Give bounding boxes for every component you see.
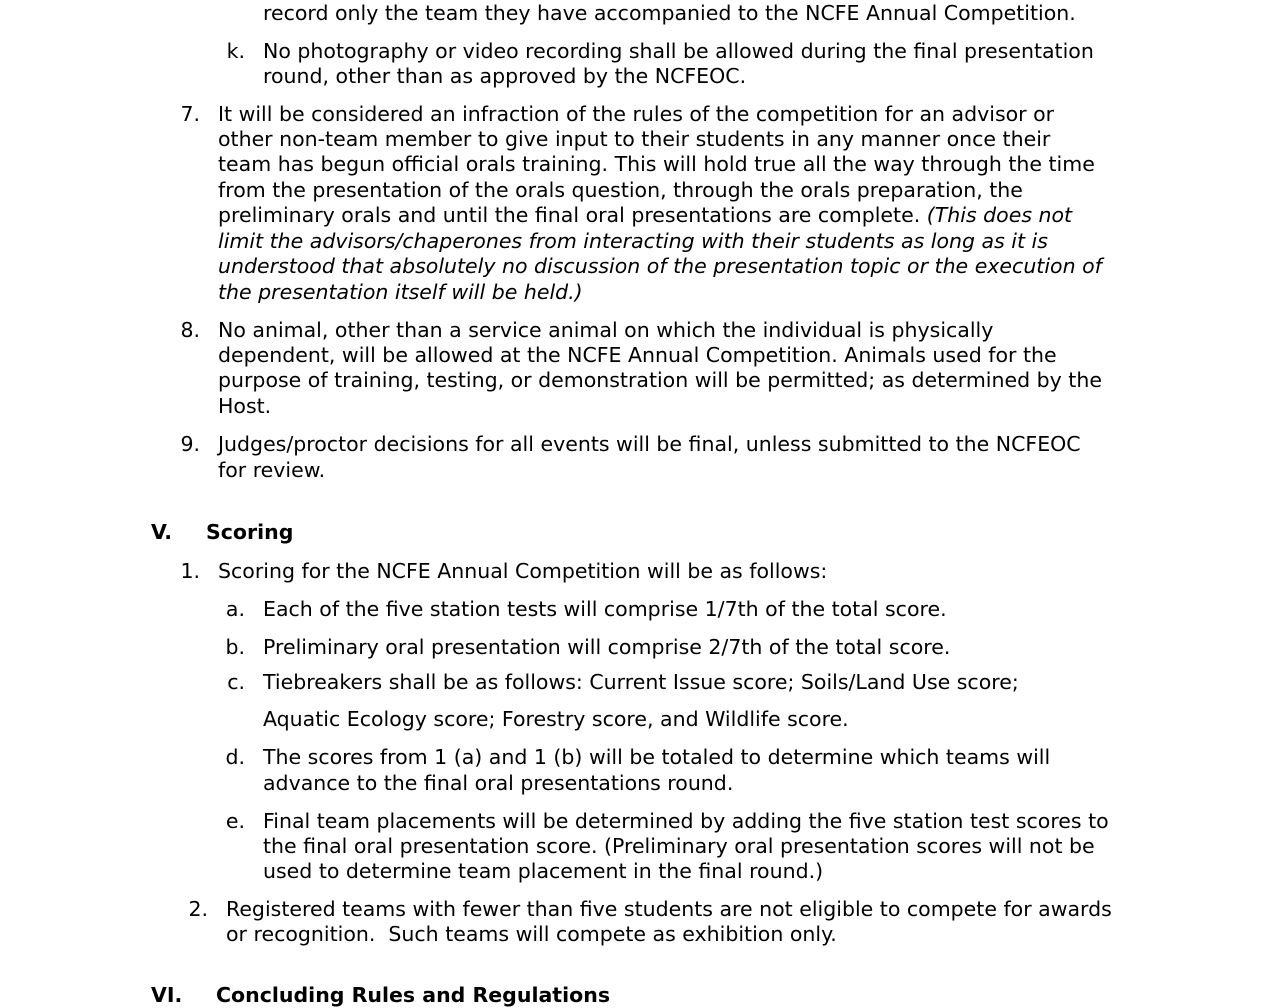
list-item-text: Tiebreakers shall be as follows: Current Issue score; Soils/Land Use score; <box>263 670 1019 694</box>
list-item-line: No photography or video recording shall be allowed during the final presentation <box>263 39 1094 63</box>
list-item-line: It will be considered an infraction of the rules of the competition for an advisor or <box>218 102 1055 126</box>
list-item-line: advance to the final oral presentations round. <box>263 771 734 795</box>
italic-note: (This does not <box>926 203 1073 227</box>
section-title: Scoring <box>206 520 294 544</box>
list-item-line: the final oral presentation score. (Preliminary oral presentation scores will not be <box>263 834 1095 858</box>
list-item-text: Preliminary oral presentation will comprise 2/7th of the total score. <box>263 635 951 659</box>
list-marker: 1. <box>180 559 200 583</box>
italic-note-line: limit the advisors/chaperones from interacting with their students as long as it is <box>218 229 1048 253</box>
list-item-line-text: preliminary orals and until the final oral presentations are complete. <box>218 203 921 227</box>
list-item-text: Each of the five station tests will comprise 1/7th of the total score. <box>263 597 947 621</box>
section-numeral: V. <box>151 520 173 544</box>
list-marker: 9. <box>180 432 200 456</box>
list-item-line: No animal, other than a service animal on which the individual is physically <box>218 318 994 342</box>
italic-note-line: the presentation itself will be held.) <box>218 280 583 304</box>
list-item-line: round, other than as approved by the NCFEOC. <box>263 64 747 88</box>
list-item-line <box>218 203 1072 228</box>
list-item-text-continued: Aquatic Ecology score; Forestry score, and Wildlife score. <box>263 707 849 731</box>
list-item-line: purpose of training, testing, or demonstration will be permitted; as determined by the <box>218 368 1102 392</box>
list-marker: d. <box>225 745 245 769</box>
list-item-line: used to determine team placement in the final round.) <box>263 859 824 883</box>
list-item-line: other non-team member to give input to their students in any manner once their <box>218 127 1051 151</box>
list-marker: a. <box>225 597 245 621</box>
list-marker: 2. <box>188 897 208 921</box>
list-item-text: Scoring for the NCFE Annual Competition will be as follows: <box>218 559 828 583</box>
list-marker: k. <box>226 39 245 63</box>
section-title: Concluding Rules and Regulations <box>216 983 611 1007</box>
list-marker: c. <box>227 670 245 694</box>
italic-note-line: understood that absolutely no discussion of the presentation topic or the execution of <box>218 254 1102 278</box>
list-item-line: team has begun official orals training. This will hold true all the way through the time <box>218 152 1095 176</box>
list-marker: e. <box>225 809 245 833</box>
list-item-line: Registered teams with fewer than five students are not eligible to compete for awards <box>226 897 1112 921</box>
list-marker: 8. <box>180 318 200 342</box>
list-item-line: or recognition. Such teams will compete as exhibition only. <box>226 922 837 946</box>
list-marker: 7. <box>180 102 200 126</box>
list-item-line: Final team placements will be determined by adding the five station test scores to <box>263 809 1109 833</box>
list-item-line: The scores from 1 (a) and 1 (b) will be totaled to determine which teams will <box>263 745 1051 769</box>
list-item-line: dependent, will be allowed at the NCFE Annual Competition. Animals used for the <box>218 343 1057 367</box>
section-numeral: VI. <box>151 983 183 1007</box>
list-item-line: for review. <box>218 458 326 482</box>
list-item-text: record only the team they have accompanied to the NCFE Annual Competition. <box>263 1 1076 25</box>
list-item-line: from the presentation of the orals question, through the orals preparation, the <box>218 178 1023 202</box>
list-item-line: Host. <box>218 394 272 418</box>
list-marker: b. <box>225 635 245 659</box>
list-item-line: Judges/proctor decisions for all events will be final, unless submitted to the NCFEOC <box>218 432 1081 456</box>
